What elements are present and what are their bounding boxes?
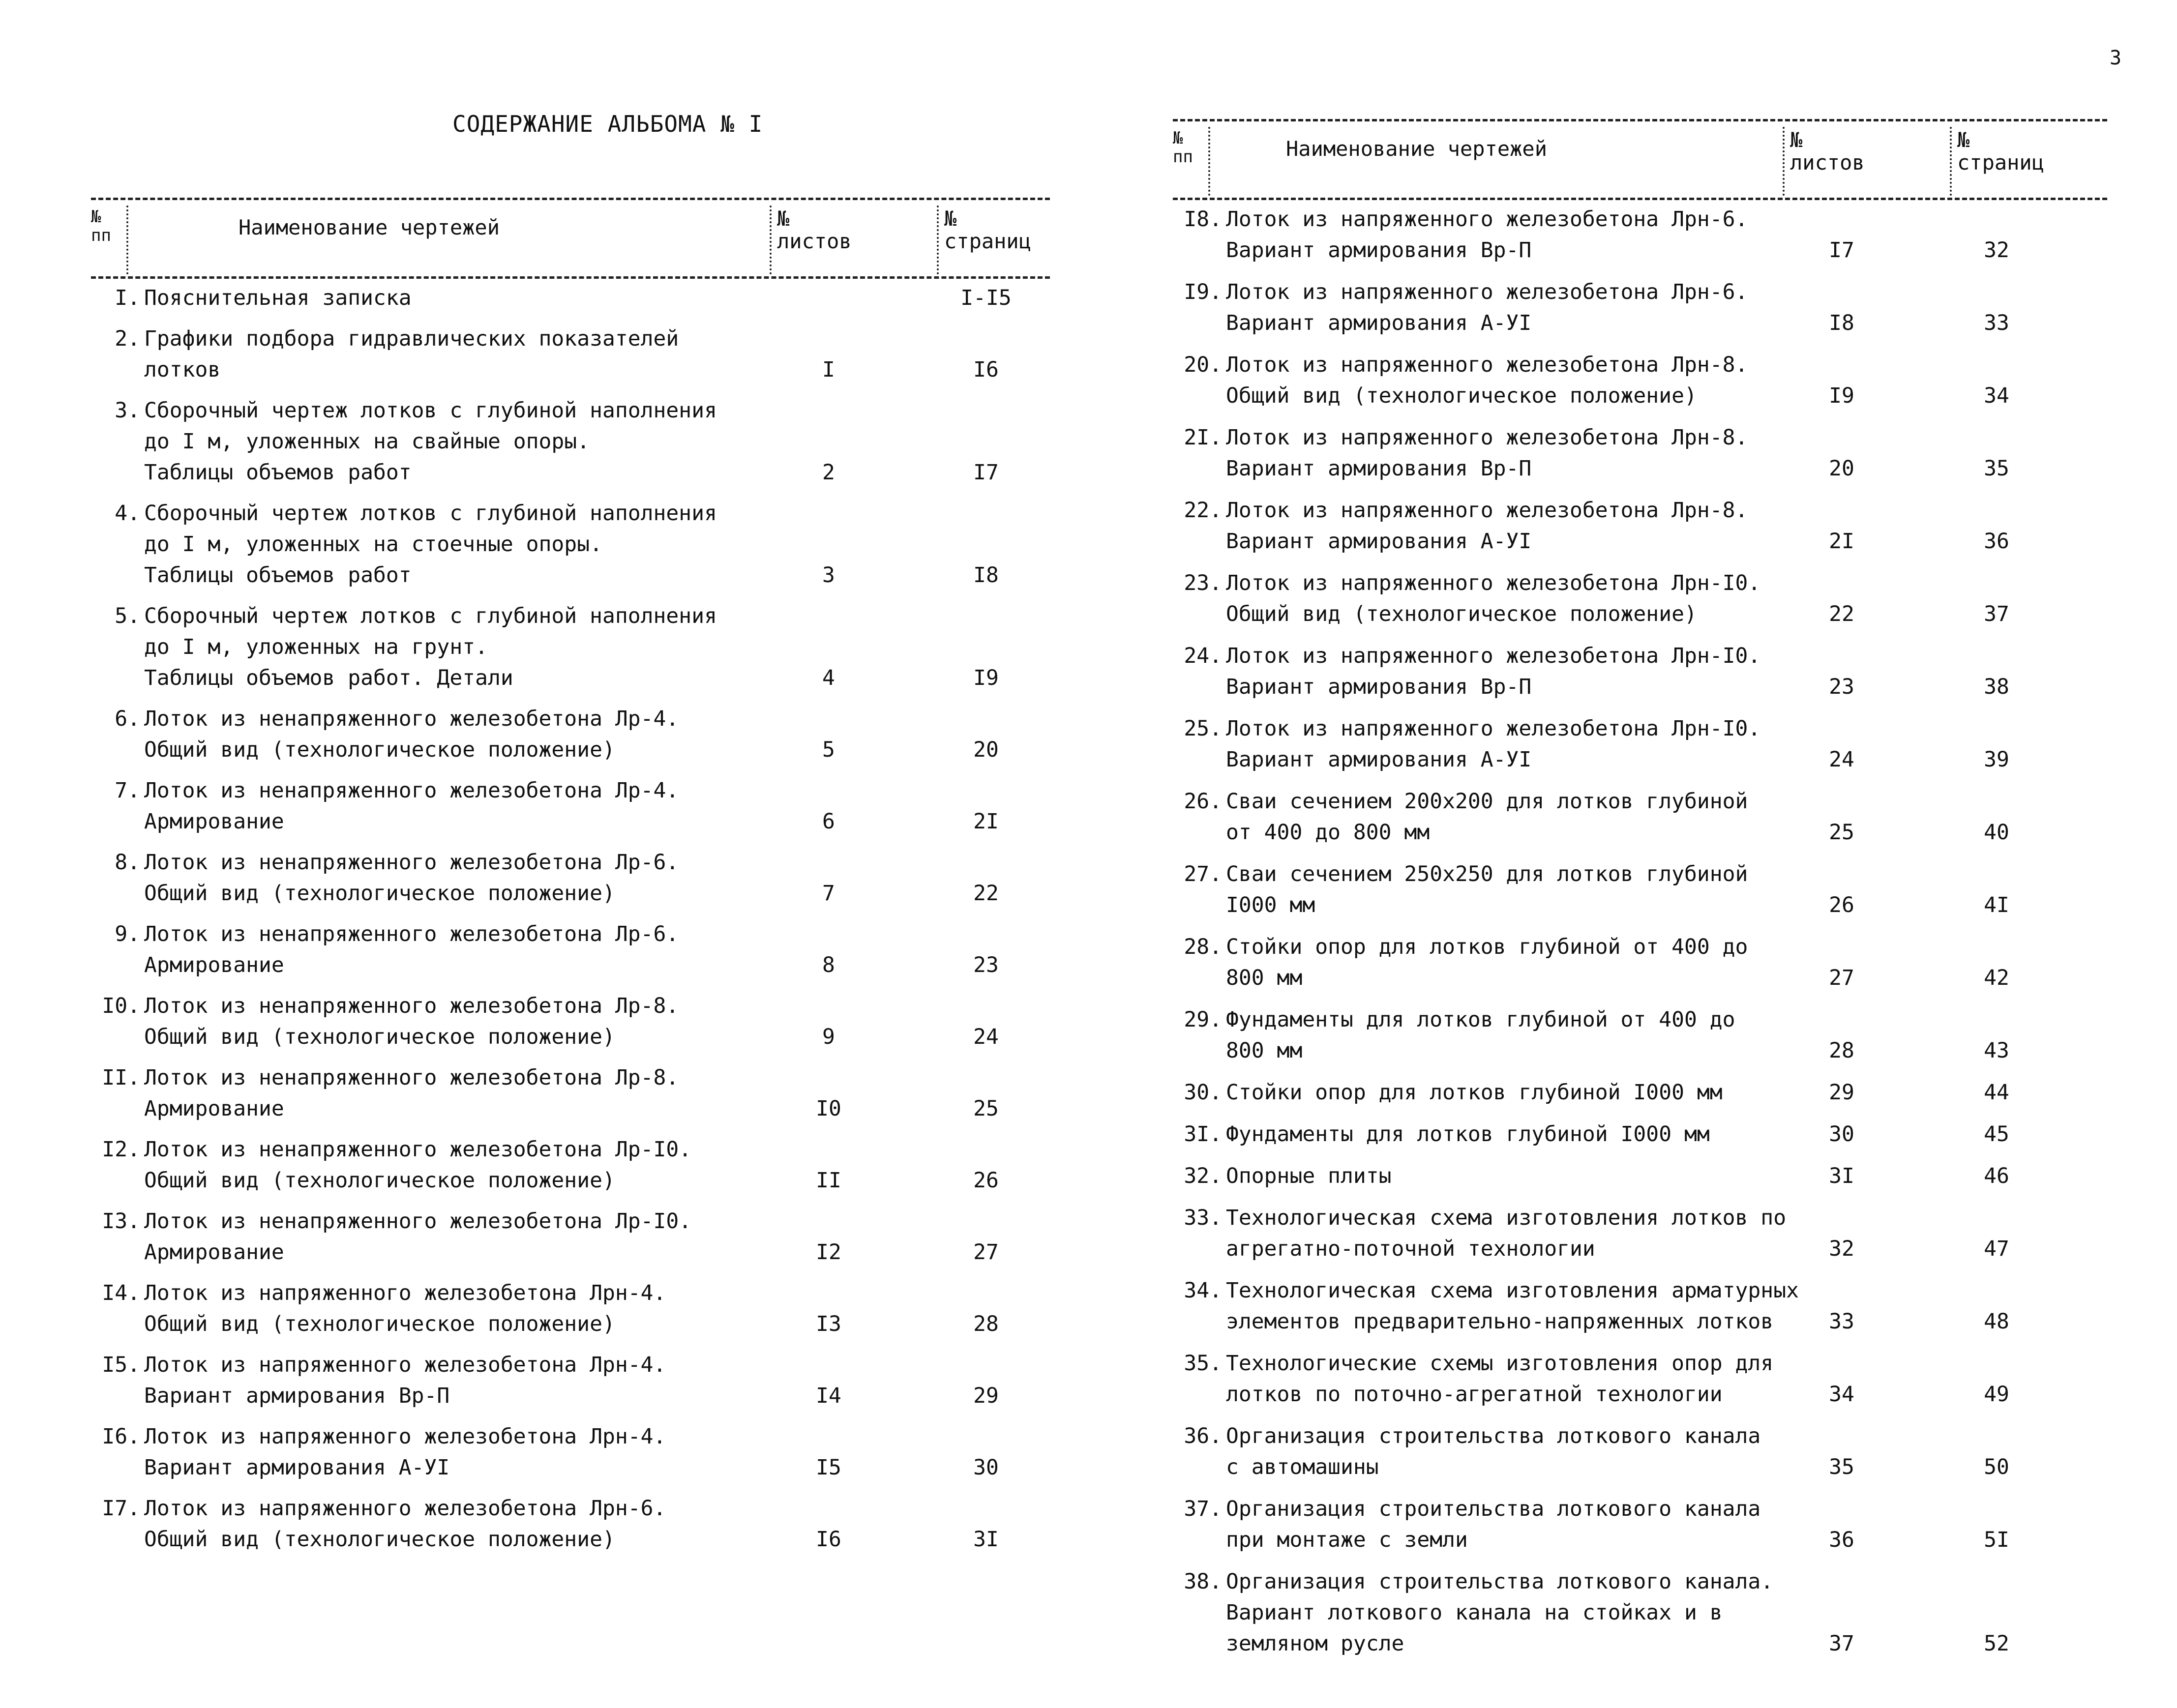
row-number: 37. — [1184, 1497, 1222, 1521]
table-row — [1173, 1203, 2107, 1265]
row-title-line: Технологическая схема изготовления лотков по — [1226, 1206, 1787, 1230]
page-number: 3 — [2110, 47, 2122, 69]
row-number: I5. — [102, 1353, 140, 1377]
page-number-cell: 30 — [973, 1455, 999, 1480]
page-number-cell: 38 — [1984, 675, 2009, 699]
row-number: I7. — [102, 1496, 140, 1521]
row-title-line: Общий вид (технологическое положение) — [144, 1312, 615, 1336]
page-number-cell: 50 — [1984, 1455, 2009, 1479]
row-title-line: Вариант армирования Вр-П — [1226, 675, 1532, 699]
row-title-line: Вариант армирования Вр-П — [144, 1384, 450, 1408]
page-number-cell: 52 — [1984, 1631, 2009, 1656]
row-title-line: Организация строительства лоткового канала — [1226, 1424, 1761, 1448]
row-title-line: Общий вид (технологическое положение) — [144, 737, 615, 762]
table-row — [1173, 859, 2107, 921]
row-number: 2. — [115, 326, 140, 351]
page-number-cell: I7 — [973, 460, 999, 485]
sheet-number: 27 — [1829, 966, 1854, 990]
row-title-line: элементов предварительно-напряженных лотков — [1226, 1309, 1774, 1334]
row-title-line: Общий вид (технологическое положение) — [1226, 383, 1697, 408]
row-title — [144, 283, 412, 314]
row-number: 38. — [1184, 1569, 1222, 1594]
page-number-cell: 40 — [1984, 820, 2009, 845]
row-number: I8. — [1184, 207, 1222, 232]
page-number-cell: 39 — [1984, 747, 2009, 772]
page-number-cell: I9 — [973, 666, 999, 690]
row-title-line: Таблицы объемов работ — [144, 563, 412, 588]
table-row — [1173, 713, 2107, 775]
row-title-line: Лоток из напряженного железобетона Лрн-8. — [1226, 425, 1748, 450]
header-divider — [126, 206, 128, 274]
row-title-line: Лоток из ненапряженного железобетона Лр-I0. — [144, 1137, 692, 1162]
row-number: 34. — [1184, 1278, 1222, 1303]
contents-rows-right — [1173, 204, 2107, 1659]
row-title-line: лотков — [144, 357, 221, 382]
row-title-line: Лоток из напряженного железобетона Лрн-4. — [144, 1424, 666, 1449]
row-title — [1226, 713, 1760, 775]
row-title — [1226, 350, 1748, 412]
contents-table-left — [91, 192, 1050, 1565]
row-title-line: Пояснительная записка — [144, 286, 412, 310]
page-number-cell: 36 — [1984, 529, 2009, 554]
table-row — [1173, 1275, 2107, 1337]
row-title — [1226, 786, 1748, 848]
row-title — [144, 1206, 691, 1268]
table-row — [91, 498, 1050, 591]
sheet-number: I8 — [1829, 311, 1854, 335]
header-sheets: № листов — [777, 206, 852, 253]
page-number-cell: I6 — [973, 357, 999, 382]
table-row — [1173, 1077, 2107, 1108]
row-title-line: Таблицы объемов работ — [144, 460, 412, 485]
row-number: 8. — [115, 850, 140, 875]
table-row — [91, 1062, 1050, 1124]
row-title-line: Лоток из напряженного железобетона Лрн-I0. — [1226, 716, 1761, 741]
sheet-number: 20 — [1829, 456, 1854, 481]
table-row — [1173, 422, 2107, 484]
table-row — [91, 991, 1050, 1053]
sheet-number: 7 — [822, 881, 835, 906]
page-number-cell: 32 — [1984, 238, 2009, 263]
row-number: 9. — [115, 922, 140, 946]
sheet-number: II — [816, 1168, 841, 1193]
table-row — [1173, 1004, 2107, 1066]
row-title — [1226, 1275, 1799, 1337]
row-title — [1226, 1004, 1735, 1066]
header-name: Наименование чертежей — [239, 215, 500, 239]
row-number: II. — [102, 1065, 140, 1090]
page-number-cell: I8 — [973, 563, 999, 588]
sheet-number: 24 — [1829, 747, 1854, 772]
page-number-cell: 28 — [973, 1312, 999, 1336]
row-title-line: Лоток из ненапряженного железобетона Лр-6. — [144, 922, 679, 946]
row-number: 7. — [115, 778, 140, 803]
page-number-cell: 20 — [973, 737, 999, 762]
row-title — [144, 1134, 691, 1196]
row-title-line: Сборочный чертеж лотков с глубиной наполнения — [144, 501, 717, 526]
header-name: Наименование чертежей — [1286, 137, 1548, 161]
sheet-number: I4 — [816, 1384, 841, 1408]
row-number: 28. — [1184, 935, 1222, 959]
table-row — [1173, 204, 2107, 266]
sheet-number: 25 — [1829, 820, 1854, 845]
table-header-right — [1173, 113, 2107, 204]
page-number-cell: I-I5 — [960, 286, 1012, 310]
row-title — [144, 991, 679, 1053]
row-title-line: 800 мм — [1226, 1038, 1303, 1063]
row-title — [1226, 277, 1748, 339]
table-row — [91, 1421, 1050, 1483]
row-title-line: Лоток из напряженного железобетона Лрн-6. — [144, 1496, 666, 1521]
row-title-line: Фундаменты для лотков глубиной от 400 до — [1226, 1007, 1735, 1032]
page-number-cell: 23 — [973, 953, 999, 977]
row-title-line: Вариант армирования А-УI — [1226, 529, 1532, 554]
row-title-line: Общий вид (технологическое положение) — [144, 1025, 615, 1049]
row-title-line: Лоток из ненапряженного железобетона Лр-I0. — [144, 1209, 692, 1234]
table-row — [91, 1350, 1050, 1412]
table-row — [91, 1493, 1050, 1555]
page-number-cell: 49 — [1984, 1382, 2009, 1407]
sheet-number: 2 — [822, 460, 835, 485]
row-title — [144, 919, 679, 981]
row-title-line: до I м, уложенных на стоечные опоры. — [144, 532, 602, 557]
header-bottom-rule — [1173, 198, 2107, 200]
row-title — [144, 601, 717, 694]
row-title — [144, 775, 679, 837]
row-number: I2. — [102, 1137, 140, 1162]
page-number-cell: 37 — [1984, 602, 2009, 626]
row-title-line: Общий вид (технологическое положение) — [1226, 602, 1697, 626]
header-num: № пп — [91, 207, 111, 245]
row-title — [1226, 1566, 1773, 1659]
row-title-line: Лоток из ненапряженного железобетона Лр-4. — [144, 707, 679, 731]
table-row — [91, 1206, 1050, 1268]
row-title — [1226, 1494, 1760, 1556]
row-title — [1226, 1119, 1710, 1150]
table-row — [1173, 932, 2107, 994]
table-row — [91, 704, 1050, 766]
row-number: 30. — [1184, 1080, 1222, 1105]
table-row — [1173, 1566, 2107, 1659]
page-number-cell: 29 — [973, 1384, 999, 1408]
row-title-line: Лоток из напряженного железобетона Лрн-4. — [144, 1353, 666, 1377]
table-row — [1173, 1119, 2107, 1150]
sheet-number: 8 — [822, 953, 835, 977]
row-number: 3. — [115, 398, 140, 423]
row-title-line: Армирование — [144, 1096, 284, 1121]
table-row — [1173, 277, 2107, 339]
table-row — [91, 324, 1050, 385]
row-number: 29. — [1184, 1007, 1222, 1032]
sheet-number: 33 — [1829, 1309, 1854, 1334]
contents-rows-left — [91, 283, 1050, 1555]
row-title — [1226, 422, 1748, 484]
row-number: 3I. — [1184, 1122, 1222, 1147]
row-title-line: при монтаже с земли — [1226, 1528, 1468, 1552]
sheet-number: I2 — [816, 1240, 841, 1265]
table-row — [1173, 1421, 2107, 1483]
header-top-rule — [1173, 119, 2107, 121]
row-title-line: Организация строительства лоткового канала — [1226, 1497, 1761, 1521]
row-number: 33. — [1184, 1206, 1222, 1230]
sheet-number: I5 — [816, 1455, 841, 1480]
header-sheets: № листов — [1790, 128, 1865, 175]
row-title — [1226, 495, 1748, 557]
page-number-cell: 2I — [973, 809, 999, 834]
header-divider — [1783, 127, 1785, 196]
row-title-line: Лоток из напряженного железобетона Лрн-I0. — [1226, 644, 1761, 668]
row-title-line: Лоток из ненапряженного железобетона Лр-8. — [144, 994, 679, 1018]
row-title-line: Организация строительства лоткового канала. — [1226, 1569, 1774, 1594]
sheet-number: 32 — [1829, 1237, 1854, 1261]
page-number-cell: 33 — [1984, 311, 2009, 335]
row-title-line: Лоток из напряженного железобетона Лрн-I0. — [1226, 571, 1761, 595]
row-title-line: 800 мм — [1226, 966, 1303, 990]
page-number-cell: 46 — [1984, 1164, 2009, 1188]
row-title-line: до I м, уложенных на свайные опоры. — [144, 429, 590, 454]
row-title — [144, 1062, 679, 1124]
row-title-line: Вариант лоткового канала на стойках и в — [1226, 1600, 1723, 1625]
header-divider — [1208, 127, 1210, 196]
row-number: I6. — [102, 1424, 140, 1449]
row-title-line: Технологические схемы изготовления опор для — [1226, 1351, 1774, 1376]
sheet-number: 23 — [1829, 675, 1854, 699]
row-title — [1226, 1203, 1786, 1265]
row-title-line: Вариант армирования А-УI — [144, 1455, 450, 1480]
table-row — [91, 1278, 1050, 1340]
sheet-number: 3I — [1829, 1164, 1854, 1188]
row-title-line: Лоток из ненапряженного железобетона Лр-8. — [144, 1065, 679, 1090]
row-title — [1226, 1348, 1773, 1410]
row-number: I0. — [102, 994, 140, 1018]
sheet-number: 34 — [1829, 1382, 1854, 1407]
row-number: 23. — [1184, 571, 1222, 595]
sheet-number: I9 — [1829, 383, 1854, 408]
row-title-line: Армирование — [144, 809, 284, 834]
table-row — [1173, 568, 2107, 630]
header-divider — [937, 206, 939, 274]
sheet-number: I6 — [816, 1527, 841, 1552]
row-title-line: Вариант армирования А-УI — [1226, 311, 1532, 335]
row-title-line: Лоток из напряженного железобетона Лрн-4. — [144, 1281, 666, 1305]
row-title-line: Сборочный чертеж лотков с глубиной наполнения — [144, 604, 717, 628]
sheet-number: 37 — [1829, 1631, 1854, 1656]
row-title-line: Стойки опор для лотков глубиной от 400 до — [1226, 935, 1748, 959]
table-row — [1173, 786, 2107, 848]
page-number-cell: 45 — [1984, 1122, 2009, 1147]
table-row — [1173, 1161, 2107, 1192]
row-title-line: Лоток из ненапряженного железобетона Лр-6. — [144, 850, 679, 875]
header-top-rule — [91, 198, 1050, 200]
row-title-line: Фундаменты для лотков глубиной I000 мм — [1226, 1122, 1710, 1147]
row-title — [144, 1278, 666, 1340]
table-row — [91, 919, 1050, 981]
row-title-line: Армирование — [144, 1240, 284, 1265]
table-row — [1173, 1494, 2107, 1556]
sheet-number: 4 — [822, 666, 835, 690]
row-number: 4. — [115, 501, 140, 526]
row-title — [1226, 1421, 1760, 1483]
header-bottom-rule — [91, 276, 1050, 279]
row-title — [1226, 568, 1760, 630]
row-title-line: I000 мм — [1226, 893, 1315, 917]
row-title-line: Графики подбора гидравлических показателей — [144, 326, 679, 351]
sheet-number: I — [822, 357, 835, 382]
page-number-cell: 34 — [1984, 383, 2009, 408]
row-number: 27. — [1184, 862, 1222, 886]
page-number-cell: 43 — [1984, 1038, 2009, 1063]
header-pages: № страниц — [1957, 128, 2045, 175]
row-title-line: Вариант армирования Вр-П — [1226, 238, 1532, 263]
row-title-line: Лоток из напряженного железобетона Лрн-8. — [1226, 353, 1748, 377]
row-title-line: с автомашины — [1226, 1455, 1379, 1479]
sheet-number: 22 — [1829, 602, 1854, 626]
table-row — [91, 601, 1050, 694]
sheet-number: 36 — [1829, 1528, 1854, 1552]
row-title-line: Стойки опор для лотков глубиной I000 мм — [1226, 1080, 1723, 1105]
header-divider — [770, 206, 772, 274]
sheet-number: 2I — [1829, 529, 1854, 554]
row-title-line: Общий вид (технологическое положение) — [144, 881, 615, 906]
table-row — [91, 847, 1050, 909]
sheet-number: 30 — [1829, 1122, 1854, 1147]
sheet-number: 26 — [1829, 893, 1854, 917]
header-divider — [1950, 127, 1952, 196]
page-number-cell: 48 — [1984, 1309, 2009, 1334]
page-number-cell: 24 — [973, 1025, 999, 1049]
row-title — [144, 847, 679, 909]
row-title-line: Сваи сечением 200х200 для лотков глубиной — [1226, 789, 1748, 814]
table-row — [91, 775, 1050, 837]
page-number-cell: 4I — [1984, 893, 2009, 917]
table-row — [1173, 641, 2107, 703]
row-number: 6. — [115, 707, 140, 731]
row-title — [1226, 204, 1748, 266]
row-number: 35. — [1184, 1351, 1222, 1376]
row-title — [1226, 641, 1760, 703]
row-title-line: земляном русле — [1226, 1631, 1404, 1656]
row-number: I. — [115, 286, 140, 310]
page-number-cell: 27 — [973, 1240, 999, 1265]
row-title — [1226, 1077, 1723, 1108]
row-title-line: Технологическая схема изготовления арматурных — [1226, 1278, 1799, 1303]
row-title-line: Общий вид (технологическое положение) — [144, 1168, 615, 1193]
page-number-cell: 47 — [1984, 1237, 2009, 1261]
sheet-number: 35 — [1829, 1455, 1854, 1479]
row-number: 2I. — [1184, 425, 1222, 450]
album-title: СОДЕРЖАНИЕ АЛЬБОМА № I — [452, 111, 763, 137]
row-title-line: агрегатно-поточной технологии — [1226, 1237, 1595, 1261]
sheet-number: I7 — [1829, 238, 1854, 263]
row-title — [1226, 932, 1748, 994]
row-number: 36. — [1184, 1424, 1222, 1448]
sheet-number: 29 — [1829, 1080, 1854, 1105]
row-title-line: Лоток из напряженного железобетона Лрн-8. — [1226, 498, 1748, 523]
table-row — [91, 1134, 1050, 1196]
page-number-cell: 35 — [1984, 456, 2009, 481]
row-title-line: Лоток из ненапряженного железобетона Лр-4. — [144, 778, 679, 803]
row-title-line: Общий вид (технологическое положение) — [144, 1527, 615, 1552]
row-title-line: Вариант армирования А-УI — [1226, 747, 1532, 772]
page-number-cell: 26 — [973, 1168, 999, 1193]
row-title — [144, 1421, 666, 1483]
sheet-number: 6 — [822, 809, 835, 834]
row-title-line: Сборочный чертеж лотков с глубиной наполнения — [144, 398, 717, 423]
table-row — [1173, 1348, 2107, 1410]
row-title-line: Опорные плиты — [1226, 1164, 1392, 1188]
row-title — [144, 395, 717, 488]
table-header-left — [91, 192, 1050, 283]
row-number: I3. — [102, 1209, 140, 1234]
row-title — [1226, 859, 1748, 921]
row-title-line: лотков по поточно-агрегатной технологии — [1226, 1382, 1723, 1407]
sheet-number: I3 — [816, 1312, 841, 1336]
table-row — [91, 283, 1050, 314]
row-title-line: Армирование — [144, 953, 284, 977]
row-title — [144, 1350, 666, 1412]
header-num: № пп — [1173, 128, 1193, 167]
row-title — [144, 704, 679, 766]
table-row — [1173, 350, 2107, 412]
row-title-line: Вариант армирования Вр-П — [1226, 456, 1532, 481]
row-number: 20. — [1184, 353, 1222, 377]
row-title-line: до I м, уложенных на грунт. — [144, 635, 488, 659]
sheet-number: 5 — [822, 737, 835, 762]
page-number-cell: 22 — [973, 881, 999, 906]
row-title — [1226, 1161, 1392, 1192]
row-number: 26. — [1184, 789, 1222, 814]
sheet-number: 3 — [822, 563, 835, 588]
header-pages: № страниц — [944, 206, 1032, 253]
row-title-line: Сваи сечением 250х250 для лотков глубиной — [1226, 862, 1748, 886]
sheet-number: 28 — [1829, 1038, 1854, 1063]
row-title-line: Лоток из напряженного железобетона Лрн-6. — [1226, 207, 1748, 232]
page-number-cell: 3I — [973, 1527, 999, 1552]
contents-table-right — [1173, 113, 2107, 1670]
row-number: I4. — [102, 1281, 140, 1305]
sheet-number: 9 — [822, 1025, 835, 1049]
page-number-cell: 5I — [1984, 1528, 2009, 1552]
row-number: 24. — [1184, 644, 1222, 668]
row-title — [144, 498, 717, 591]
page-number-cell: 25 — [973, 1096, 999, 1121]
row-title-line: Таблицы объемов работ. Детали — [144, 666, 513, 690]
row-title-line: Лоток из напряженного железобетона Лрн-6. — [1226, 280, 1748, 304]
row-number: 32. — [1184, 1164, 1222, 1188]
row-title-line: от 400 до 800 мм — [1226, 820, 1430, 845]
row-number: 5. — [115, 604, 140, 628]
page-number-cell: 42 — [1984, 966, 2009, 990]
sheet-number: I0 — [816, 1096, 841, 1121]
row-number: 22. — [1184, 498, 1222, 523]
row-number: 25. — [1184, 716, 1222, 741]
row-number: I9. — [1184, 280, 1222, 304]
page-number-cell: 44 — [1984, 1080, 2009, 1105]
table-row — [1173, 495, 2107, 557]
table-row — [91, 395, 1050, 488]
row-title — [144, 1493, 666, 1555]
row-title — [144, 324, 679, 385]
